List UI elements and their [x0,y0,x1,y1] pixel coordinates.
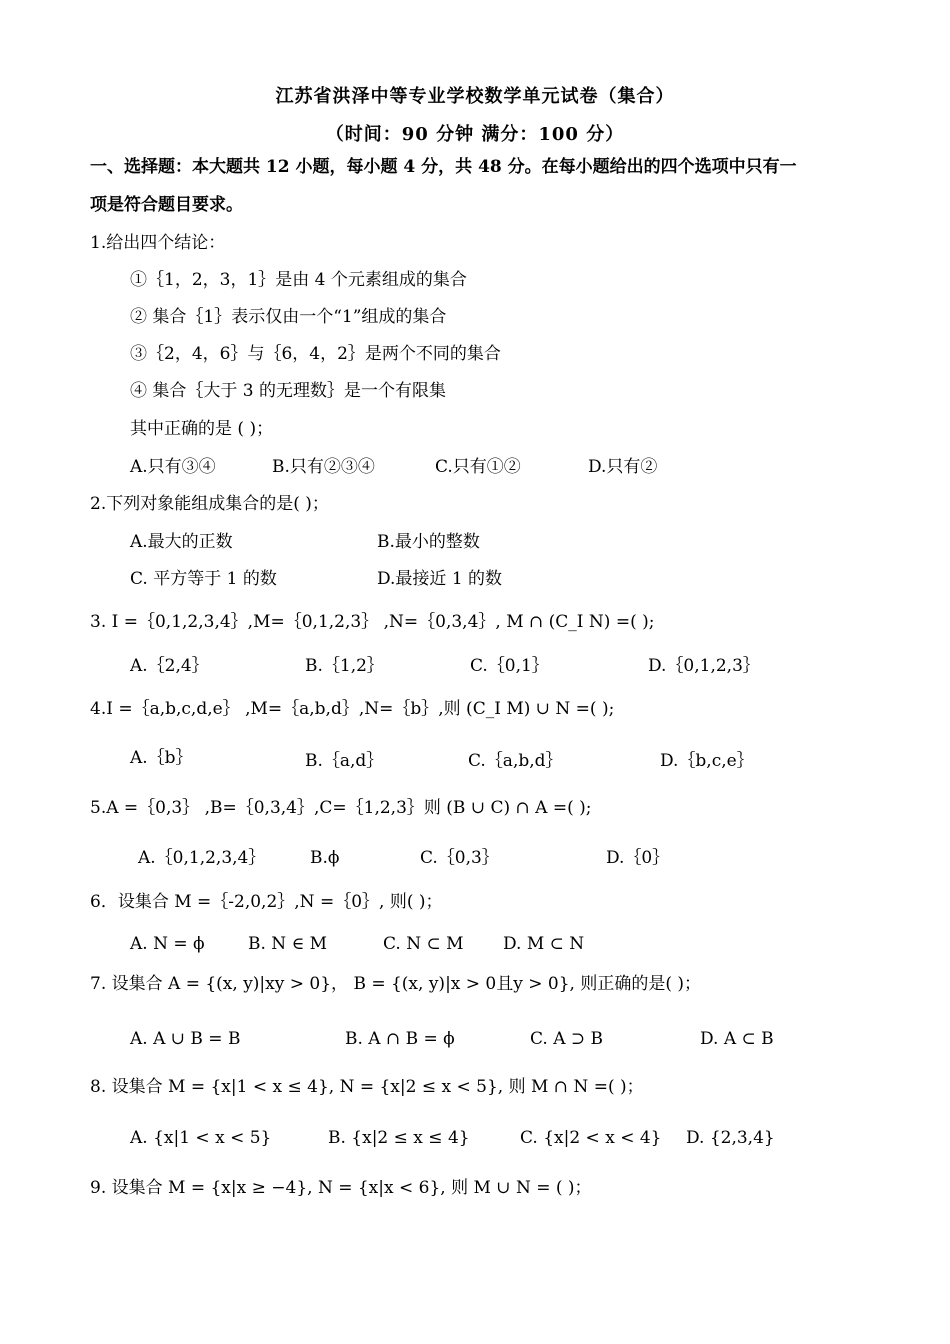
q7-option-c: C. A ⊃ B [530,1029,604,1049]
q3-stem: 3. I =｛0,1,2,3,4｝,M=｛0,1,2,3｝ ,N=｛0,3,4｝, M ∩ (C_I N) =( ); [90,612,655,632]
q7-stem: 7. 设集合 A = {(x, y)|xy > 0}， B = {(x, y)|x > 0且y > 0}, 则正确的是( )； [90,974,702,994]
q2-option-d: D.最接近 1 的数 [377,569,503,589]
q8-option-a: A. {x|1 < x < 5} [130,1128,272,1148]
q1-option-c: C.只有①② [435,457,521,477]
q2-option-c: C. 平方等于 1 的数 [130,569,277,589]
section-heading-line1: 一、选择题：本大题共 12 小题，每小题 4 分，共 48 分。在每小题给出的四个选项中只有一 [90,157,797,177]
q7-option-d: D. A ⊂ B [700,1029,774,1049]
q3-option-c: C.｛0,1｝ [470,656,549,676]
q7-option-b: B. A ∩ B = ϕ [345,1029,455,1049]
q4-option-a: A.｛b｝ [130,748,193,768]
q7-option-a: A. A ∪ B = B [130,1029,241,1049]
q3-option-a: A.｛2,4｝ [130,656,209,676]
q3-option-d: D.｛0,1,2,3｝ [648,656,760,676]
q5-option-b: B.ϕ [310,848,340,868]
q8-option-b: B. {x|2 ≤ x ≤ 4} [328,1128,470,1148]
q8-option-c: C. {x|2 < x < 4} [520,1128,662,1148]
q9-stem: 9. 设集合 M = {x|x ≥ −4}, N = {x|x < 6}, 则 M ∪ N = ( )； [90,1178,592,1198]
q4-option-b: B.｛a,d｝ [305,751,384,771]
q5-stem: 5.A =｛0,3｝ ,B=｛0,3,4｝,C=｛1,2,3｝则 (B ∪ C) ∩ A =( ); [90,798,592,818]
page-subtitle: （时间：90 分钟 满分：100 分） [325,124,625,145]
q6-option-a: A. N = ϕ [130,934,205,954]
q6-option-c: C. N ⊂ M [383,934,464,954]
q6-option-d: D. M ⊂ N [503,934,585,954]
q3-option-b: B.｛1,2｝ [305,656,384,676]
q2-option-b: B.最小的整数 [377,532,480,552]
q4-option-c: C.｛a,b,d｝ [468,751,563,771]
q1-ask: 其中正确的是 ( )； [130,419,274,439]
q1-option-a: A.只有③④ [130,457,216,477]
q1-statement-1: ①｛1，2，3，1｝是由 4 个元素组成的集合 [130,270,467,290]
q8-stem: 8. 设集合 M = {x|1 < x ≤ 4}, N = {x|2 ≤ x < 5}, 则 M ∩ N =( )； [90,1077,644,1097]
page-title: 江苏省洪泽中等专业学校数学单元试卷（集合） [275,86,675,107]
q6-option-b: B. N ∈ M [248,934,327,954]
q5-option-a: A.｛0,1,2,3,4｝ [138,848,266,868]
q1-statement-4: ④ 集合｛大于 3 的无理数｝是一个有限集 [130,381,447,401]
q1-statement-2: ② 集合｛1｝表示仅由一个“1”组成的集合 [130,307,447,327]
q1-statement-3: ③｛2，4，6｝与｛6，4，2｝是两个不同的集合 [130,344,501,364]
q1-stem: 1.给出四个结论： [90,233,226,253]
q1-option-b: B.只有②③④ [272,457,375,477]
q4-stem: 4.I =｛a,b,c,d,e｝ ,M=｛a,b,d｝,N=｛b｝,则 (C_I M) ∪ N =( ); [90,699,615,719]
q2-stem: 2.下列对象能组成集合的是( )； [90,494,329,514]
section-heading-line2: 项是符合题目要求。 [90,195,243,215]
q8-option-d: D. {2,3,4} [686,1128,775,1148]
q2-option-a: A.最大的正数 [130,532,233,552]
q1-option-d: D.只有② [588,457,658,477]
q4-option-d: D.｛b,c,e｝ [660,751,754,771]
q6-stem: 6．设集合 M =｛-2,0,2｝,N =｛0｝, 则( )； [90,892,443,912]
q5-option-d: D.｛0｝ [606,848,670,868]
q5-option-c: C.｛0,3｝ [420,848,499,868]
